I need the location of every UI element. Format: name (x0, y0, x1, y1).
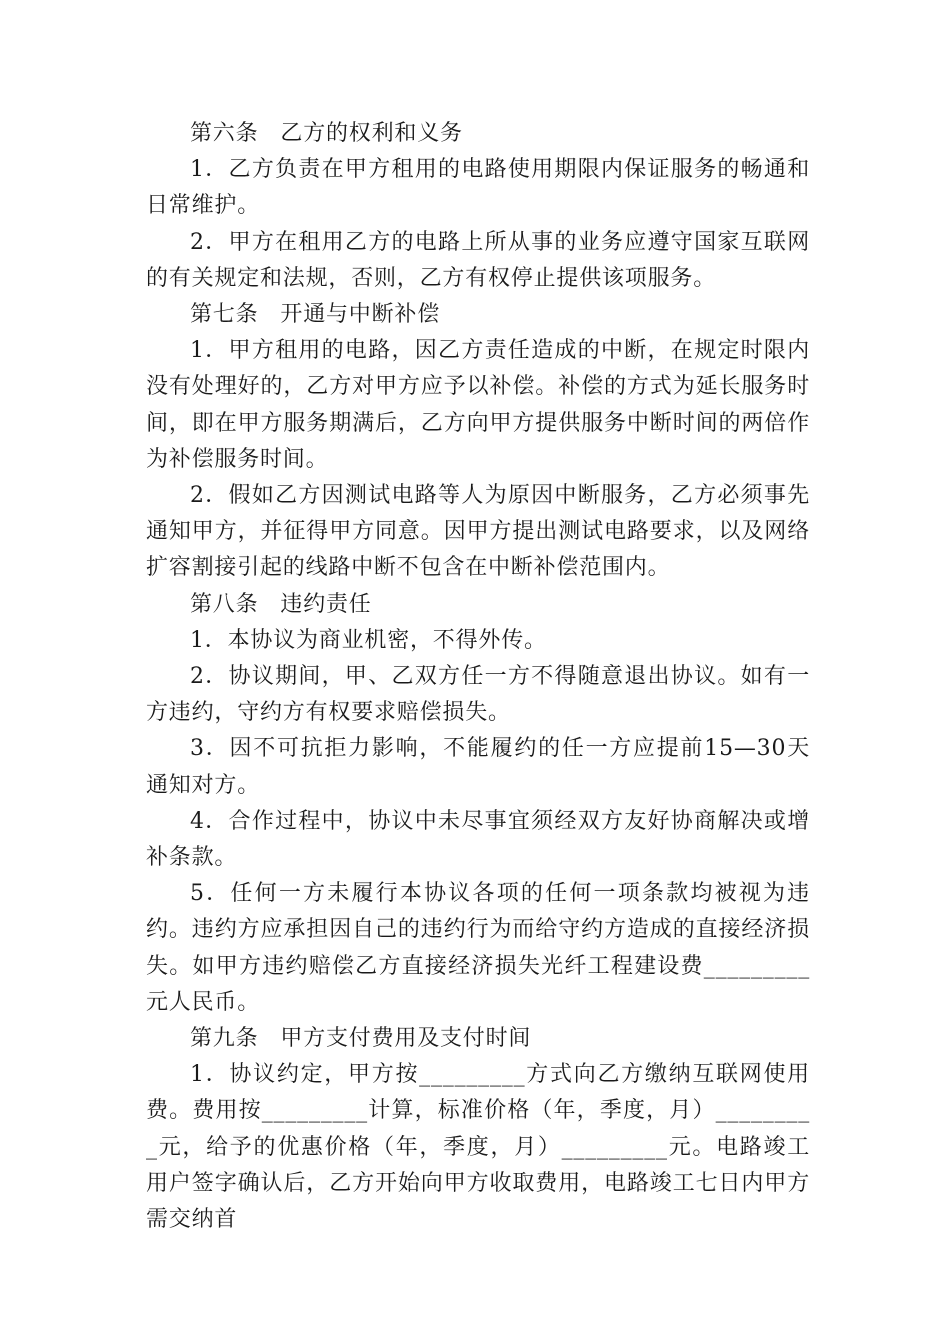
article-8-clause-5: 5．任何一方未履行本协议各项的任何一项条款均被视为违约。违约方应承担因自己的违约行为而给守约方造成的直接经济损失。如甲方违约赔偿乙方直接经济损失光纤工程建设费_________元人民币。 (146, 881, 810, 1015)
article-7-heading (146, 297, 810, 333)
article-number: 第九条 (190, 1026, 259, 1052)
article-8-clause-4: 4．合作过程中，协议中未尽事宜须经双方友好协商解决或增补条款。 (146, 808, 810, 871)
article-title: 违约责任 (280, 591, 372, 617)
article-7-clause-2: 2．假如乙方因测试电路等人为原因中断服务，乙方必须事先通知甲方，并征得甲方同意。因甲方提出测试电路要求，以及网络扩容割接引起的线路中断不包含在中断补偿范围内。 (146, 483, 810, 581)
article-number: 第七条 (190, 302, 259, 328)
article-9-clause-1: 1．协议约定，甲方按_________方式向乙方缴纳互联网使用费。费用按_________计算，标准价格（年，季度，月）_________元，给予的优惠价格（年，季度，月）_________元。电路竣工用户签字确认后，乙方开始向甲方收取费用，电路竣工七日内甲方需交纳首 (146, 1062, 810, 1233)
article-7-clause-1: 1．甲方租用的电路，因乙方责任造成的中断，在规定时限内没有处理好的，乙方对甲方应予以补偿。补偿的方式为延长服务时间，即在甲方服务期满后，乙方向甲方提供服务中断时间的两倍作为补偿服务时间。 (146, 338, 810, 472)
article-title: 乙方的权利和义务 (280, 121, 463, 146)
article-title: 甲方支付费用及支付时间 (280, 1026, 532, 1052)
article-6-clause-2: 2．甲方在租用乙方的电路上所从事的业务应遵守国家互联网的有关规定和法规，否则，乙方有权停止提供该项服务。 (146, 229, 810, 291)
article-title: 开通与中断补偿 (280, 302, 441, 328)
article-8-heading (146, 587, 810, 623)
article-8-clause-3: 3．因不可抗拒力影响，不能履约的任一方应提前15—30天通知对方。 (146, 736, 810, 798)
article-number: 第八条 (190, 591, 259, 617)
document-page (146, 116, 810, 1238)
article-8-clause-2: 2．协议期间，甲、乙双方任一方不得随意退出协议。如有一方违约，守约方有权要求赔偿损失。 (146, 664, 810, 726)
article-number: 第六条 (190, 121, 259, 146)
article-9-heading (146, 1021, 810, 1057)
article-8-clause-1: 1．本协议为商业机密，不得外传。 (190, 627, 547, 653)
article-6-heading (146, 116, 810, 152)
article-6-clause-1: 1．乙方负责在甲方租用的电路使用期限内保证服务的畅通和日常维护。 (146, 157, 810, 219)
